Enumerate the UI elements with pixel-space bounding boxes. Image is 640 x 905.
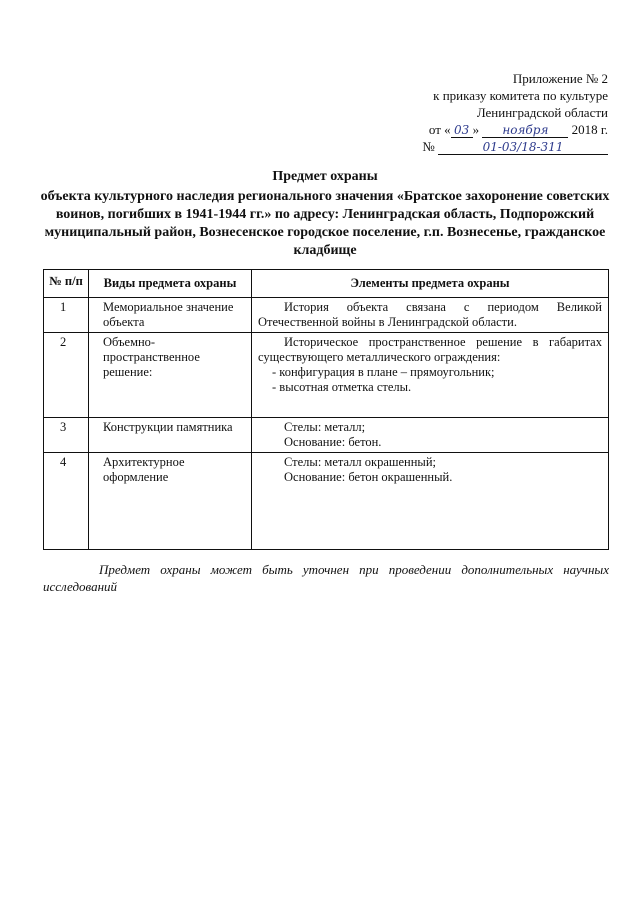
document-title xyxy=(40,168,610,260)
row-number: 1 xyxy=(44,298,89,333)
element-line: Основание: бетон окрашенный. xyxy=(284,470,453,484)
table-header-row xyxy=(44,270,609,298)
row-number: 4 xyxy=(44,453,89,550)
order-number-handwritten: 01-03/18-311 xyxy=(438,141,608,155)
col-header-elements: Элементы предмета охраны xyxy=(252,270,609,298)
table-row xyxy=(44,333,609,418)
row-elements xyxy=(252,418,609,453)
row-kind: Объемно-пространственное решение: xyxy=(89,333,252,418)
table-row xyxy=(44,418,609,453)
element-line: Стелы: металл; xyxy=(284,420,366,434)
order-number: № 01-03/18-311 xyxy=(368,138,608,155)
date-month-handwritten: ноября xyxy=(482,124,568,138)
row-kind: Архитектурное оформление xyxy=(89,453,252,550)
list-item: - высотная отметка стелы. xyxy=(272,380,602,395)
row-number: 2 xyxy=(44,333,89,418)
footnote: Предмет охраны может быть уточнен при проведении дополнительных научных исследований xyxy=(43,562,609,594)
protection-subject-table xyxy=(43,269,609,550)
appendix-header xyxy=(368,70,608,155)
element-line: Основание: бетон. xyxy=(284,435,382,449)
row-kind: Мемориальное значение объекта xyxy=(89,298,252,333)
col-header-number: № п/п xyxy=(44,270,89,298)
title-main: Предмет охраны xyxy=(272,169,378,184)
order-reference: к приказу комитета по культуре xyxy=(433,88,608,103)
row-kind: Конструкции памятника xyxy=(89,418,252,453)
table-row xyxy=(44,453,609,550)
row-elements xyxy=(252,333,609,418)
row-number: 3 xyxy=(44,418,89,453)
date-day-handwritten: 03 xyxy=(451,124,473,138)
order-date: от « 03 » ноября 2018 г. xyxy=(428,122,608,137)
title-subtitle: объекта культурного наследия регионального значения «Братское захоронение советских воинов, погибших в 1941-1944 гг.» по адресу: Ленинградская область, Подпорожский муниципальный район, Вознесенское городское поселение, г.п. Вознесенье, гражданское кладбище xyxy=(40,189,610,258)
appendix-number: Приложение № 2 xyxy=(512,71,608,86)
row-elements-text: Историческое пространственное решение в габаритах существующего металлического ограждения: xyxy=(258,335,602,364)
region-name: Ленинградской области xyxy=(476,105,608,120)
element-list xyxy=(258,365,602,395)
col-header-kind: Виды предмета охраны xyxy=(89,270,252,298)
list-item: - конфигурация в плане – прямоугольник; xyxy=(272,365,602,380)
row-elements: История объекта связана с периодом Великой Отечественной войны в Ленинградской области. xyxy=(252,298,609,333)
table-row xyxy=(44,298,609,333)
row-elements xyxy=(252,453,609,550)
element-line: Стелы: металл окрашенный; xyxy=(284,455,436,469)
